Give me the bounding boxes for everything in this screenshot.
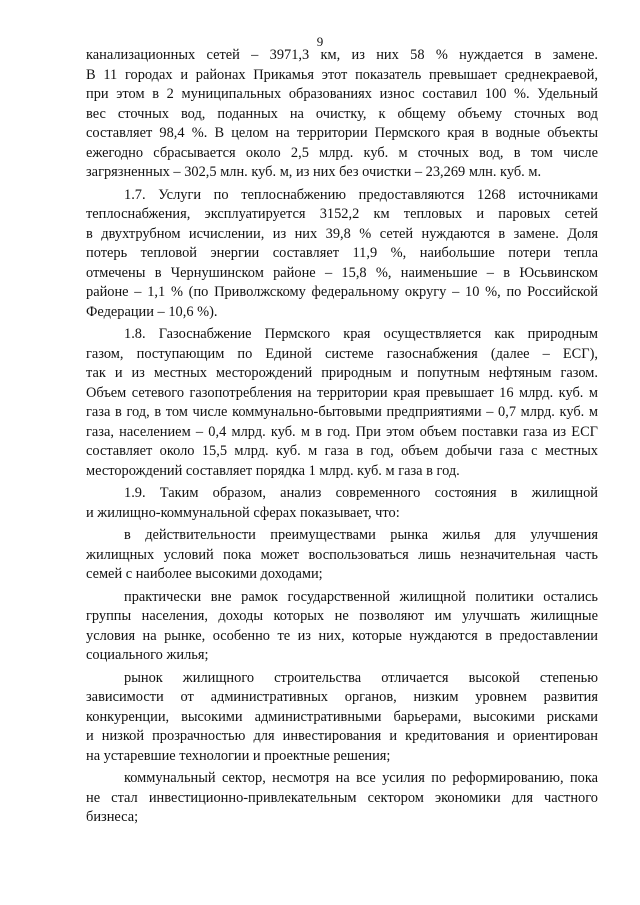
text-line: 1.7. Услуги по теплоснабжению предоставляются 1268 источниками	[124, 186, 598, 203]
text-line: составляет 98,4 %. В целом на территории Пермского края в водные объекты	[86, 125, 598, 141]
paragraph	[86, 588, 598, 666]
paragraph	[86, 769, 598, 828]
text-line: потерь тепловой энергии составляет 11,9 %, наибольшие потери тепла	[86, 245, 598, 261]
paragraph	[86, 484, 598, 523]
text-line: в действительности преимуществами рынка жилья для улучшения	[124, 527, 598, 543]
text-line: 1.9. Таким образом, анализ современного состояния в жилищной	[124, 485, 598, 501]
paragraph	[86, 46, 598, 183]
text-line: газа в год, в том числе коммунально-бытовыми предприятиями – 0,7 млрд. куб. м	[86, 404, 598, 420]
text-line: загрязненных – 302,5 млн. куб. м, из них без очистки – 23,269 млн. куб. м.	[86, 164, 542, 180]
paragraph	[86, 526, 598, 585]
text-line: и жилищно-коммунальной сферах показывает, что:	[86, 504, 400, 521]
text-line: газа, населением – 0,4 млрд. куб. м в год. При этом объем поставки газа из ЕСГ	[86, 423, 598, 440]
text-line: Объем сетевого газопотребления на территории края превышает 16 млрд. куб. м	[86, 384, 598, 401]
text-line: зависимости от административных органов, низким уровнем развития	[86, 689, 598, 705]
text-line: и низкой прозрачностью для инвестирования и кредитования и ориентирован	[86, 728, 598, 744]
text-line: теплоснабжения, эксплуатируется 3152,2 км тепловых и паровых сетей	[86, 206, 598, 222]
paragraph	[86, 669, 598, 767]
paragraph	[86, 186, 598, 323]
document-body	[86, 46, 598, 828]
text-line: месторождений составляет порядка 1 млрд. куб. м газа в год.	[86, 462, 460, 479]
text-line: не стал инвестиционно-привлекательным сектором экономики для частного	[86, 789, 598, 806]
text-line: ежегодно сбрасывается около 2,5 млрд. куб. м сточных вод, в том числе	[86, 144, 598, 161]
text-line: группы населения, доходы которых не позволяют им улучшать жилищные	[86, 608, 598, 624]
text-line: газом, поступающим по Единой системе газоснабжения (далее – ЕСГ),	[86, 345, 598, 362]
text-line: 1.8. Газоснабжение Пермского края осуществляется как природным	[124, 326, 598, 342]
text-line: районе – 1,1 % (по Приволжскому федеральному округу – 10 %, по Российской	[86, 284, 598, 300]
text-line: вес сточных вод, поданных на очистку, к общему объему сточных вод	[86, 105, 598, 122]
page-number: 9	[316, 34, 324, 49]
text-line: при этом в 2 муниципальных образованиях износ составил 100 %. Удельный	[86, 86, 598, 102]
text-line: семей с наиболее высокими доходами;	[86, 566, 323, 582]
text-line: канализационных сетей – 3971,3 км, из них 58 % нуждается в замене.	[86, 47, 598, 63]
text-line: условия на рынке, особенно те из них, которые нуждаются в предоставлении	[86, 627, 598, 644]
text-line: практически вне рамок государственной жилищной политики остались	[124, 588, 598, 605]
text-line: Федерации – 10,6 %).	[86, 303, 218, 320]
text-line: бизнеса;	[86, 809, 139, 825]
text-line: рынок жилищного строительства отличается высокой степенью	[124, 669, 598, 686]
text-line: жилищных условий пока может воспользоваться лишь незначительная часть	[86, 546, 598, 563]
text-line: социального жилья;	[86, 647, 209, 663]
text-line: так и из местных месторождений природным и попутным нефтяным газом.	[86, 365, 598, 381]
text-line: отмечены в Чернушинском районе – 15,8 %, наименьшие – в Юсьвинском	[86, 264, 598, 281]
paragraph	[86, 325, 598, 481]
text-line: В 11 городах и районах Прикамья этот показатель превышает среднекраевой,	[86, 66, 598, 83]
text-line: на устаревшие технологии и проектные решения;	[86, 747, 391, 764]
text-line: в двухтрубном исчислении, из них 39,8 % сетей нуждаются в замене. Доля	[86, 225, 598, 242]
text-line: конкуренции, высокими административными барьерами, высокими рисками	[86, 708, 598, 725]
text-line: коммунальный сектор, несмотря на все усилия по реформированию, пока	[124, 770, 598, 786]
text-line: составляет около 15,5 млрд. куб. м газа в год, объем добычи газа с местных	[86, 443, 598, 459]
